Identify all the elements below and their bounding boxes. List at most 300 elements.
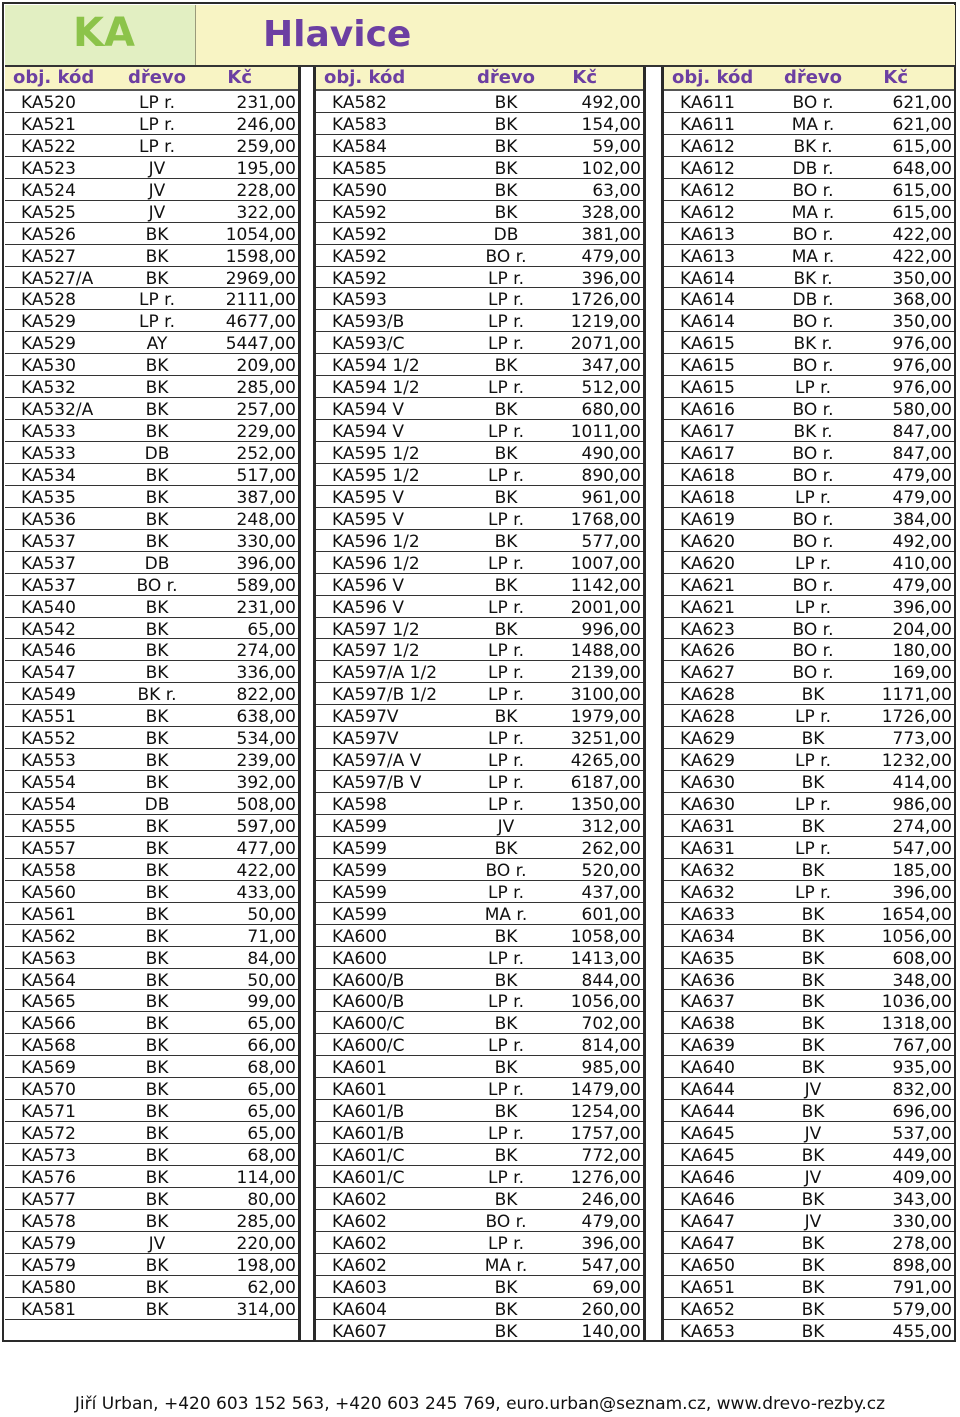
- cell-wood: BK: [494, 1321, 518, 1342]
- table-row: [5, 223, 298, 245]
- cell-wood: BK: [494, 1189, 518, 1210]
- cell-wood: BK: [145, 1146, 169, 1166]
- cell-wood: BK: [145, 531, 169, 552]
- cell-price: 601,00: [581, 904, 641, 925]
- cell-price: 702,00: [581, 1014, 641, 1035]
- cell-wood: BK: [494, 838, 518, 859]
- cell-code: KA603: [332, 1277, 387, 1298]
- table-row: [316, 771, 643, 793]
- cell-wood: BK: [145, 246, 169, 267]
- table-row: [5, 332, 298, 354]
- cell-wood: BK: [801, 1146, 825, 1166]
- cell-wood: BO r.: [792, 531, 834, 552]
- cell-price: 615,00: [892, 136, 952, 157]
- cell-wood: JV: [497, 816, 515, 837]
- cell-code: KA631: [680, 838, 735, 859]
- cell-price: 1488,00: [570, 641, 641, 662]
- table-row: [664, 376, 954, 398]
- table-row: [664, 310, 954, 332]
- cell-price: 392,00: [236, 773, 296, 794]
- cell-wood: BK: [145, 838, 169, 859]
- cell-code: KA590: [332, 180, 387, 201]
- cell-price: 330,00: [236, 531, 296, 552]
- table-row: [664, 903, 954, 925]
- cell-price: 1007,00: [570, 553, 641, 574]
- cell-price: 5447,00: [225, 334, 296, 355]
- cell-price: 1276,00: [570, 1167, 641, 1188]
- cell-price: 579,00: [892, 1299, 952, 1320]
- cell-wood: BK: [494, 356, 518, 377]
- cell-price: 239,00: [236, 751, 296, 772]
- table-row: [316, 727, 643, 749]
- cell-price: 696,00: [892, 1102, 952, 1123]
- cell-wood: BK: [145, 1277, 169, 1298]
- cell-price: 314,00: [236, 1299, 296, 1320]
- cell-price: 322,00: [236, 202, 296, 223]
- cell-price: 396,00: [892, 597, 952, 618]
- cell-wood: BK r.: [793, 268, 833, 289]
- table-row: [316, 837, 643, 859]
- cell-price: 246,00: [581, 1189, 641, 1210]
- cell-code: KA600/B: [332, 992, 405, 1013]
- cell-price: 260,00: [581, 1299, 641, 1320]
- table-row: [5, 135, 298, 157]
- cell-code: KA593/B: [332, 312, 405, 333]
- table-row: [5, 1034, 298, 1056]
- table-row: [316, 705, 643, 727]
- cell-price: 1768,00: [570, 509, 641, 530]
- cell-code: KA528: [21, 290, 76, 311]
- table-row: [316, 1100, 643, 1122]
- cell-wood: LP r.: [139, 114, 175, 135]
- cell-code: KA636: [680, 970, 735, 991]
- table-row: [664, 661, 954, 683]
- table-row: [316, 1232, 643, 1254]
- cell-wood: LP r.: [488, 465, 524, 486]
- cell-code: KA615: [680, 334, 735, 355]
- table-row: [316, 574, 643, 596]
- cell-code: KA618: [680, 487, 735, 508]
- table-row: [5, 859, 298, 881]
- cell-wood: BO r.: [792, 224, 834, 245]
- cell-code: KA600/B: [332, 970, 405, 991]
- cell-price: 996,00: [581, 619, 641, 640]
- table-row: [5, 267, 298, 289]
- table-row: [664, 398, 954, 420]
- table-row: [664, 1144, 954, 1166]
- cell-price: 246,00: [236, 114, 296, 135]
- cell-wood: BK: [494, 114, 518, 135]
- cell-price: 185,00: [892, 860, 952, 881]
- cell-wood: DB: [144, 795, 170, 815]
- table-row: [5, 727, 298, 749]
- cell-code: KA571: [21, 1102, 76, 1123]
- cell-wood: BK: [494, 1277, 518, 1298]
- table-row: [5, 1100, 298, 1122]
- table-row: [316, 1012, 643, 1034]
- table-row: [664, 552, 954, 574]
- table-row: [5, 420, 298, 442]
- cell-wood: LP r.: [488, 312, 524, 333]
- table-row: [664, 354, 954, 376]
- table-row: [5, 288, 298, 310]
- cell-price: 1350,00: [570, 795, 641, 815]
- cell-wood: BK: [801, 1058, 825, 1079]
- cell-wood: BK: [801, 1233, 825, 1254]
- cell-code: KA596 V: [332, 597, 404, 618]
- price-column-2: [316, 67, 643, 1341]
- cell-price: 985,00: [581, 1058, 641, 1079]
- cell-price: 422,00: [236, 860, 296, 881]
- table-row: [664, 530, 954, 552]
- cell-code: KA600: [332, 948, 387, 969]
- table-row: [316, 552, 643, 574]
- cell-code: KA614: [680, 312, 735, 333]
- row-list: [5, 91, 298, 1320]
- cell-price: 248,00: [236, 509, 296, 530]
- table-row: [316, 486, 643, 508]
- table-row: [664, 1166, 954, 1188]
- cell-wood: MA r.: [484, 1255, 528, 1276]
- cell-code: KA583: [332, 114, 387, 135]
- table-row: [664, 420, 954, 442]
- cell-price: 449,00: [892, 1146, 952, 1166]
- cell-code: KA630: [680, 795, 735, 815]
- cell-code: KA558: [21, 860, 76, 881]
- cell-wood: BO r.: [792, 356, 834, 377]
- table-row: [664, 179, 954, 201]
- table-row: [5, 464, 298, 486]
- cell-code: KA617: [680, 422, 735, 443]
- cell-code: KA563: [21, 948, 76, 969]
- cell-price: 50,00: [247, 970, 296, 991]
- cell-wood: BK: [494, 202, 518, 223]
- cell-wood: MA r.: [484, 904, 528, 925]
- cell-price: 492,00: [581, 93, 641, 113]
- cell-code: KA620: [680, 531, 735, 552]
- cell-code: KA549: [21, 685, 76, 706]
- cell-code: KA600: [332, 926, 387, 947]
- cell-price: 1171,00: [881, 685, 952, 706]
- cell-wood: BK: [801, 1321, 825, 1342]
- cell-code: KA595 1/2: [332, 444, 420, 464]
- cell-price: 285,00: [236, 1211, 296, 1232]
- cell-code: KA652: [680, 1299, 735, 1320]
- column-header: [316, 67, 643, 91]
- cell-price: 195,00: [236, 158, 296, 179]
- cell-wood: BK: [801, 970, 825, 991]
- cell-wood: BK: [801, 992, 825, 1013]
- cell-code: KA525: [21, 202, 76, 223]
- cell-price: 409,00: [892, 1167, 952, 1188]
- table-row: [5, 1012, 298, 1034]
- cell-wood: JV: [148, 158, 166, 179]
- cell-code: KA554: [21, 795, 76, 815]
- cell-code: KA594 1/2: [332, 356, 420, 377]
- cell-code: KA600/C: [332, 1014, 405, 1035]
- cell-code: KA600/C: [332, 1036, 405, 1057]
- table-row: [664, 1276, 954, 1298]
- cell-price: 791,00: [892, 1277, 952, 1298]
- table-row: [316, 903, 643, 925]
- cell-price: 479,00: [581, 1211, 641, 1232]
- cell-code: KA611: [680, 93, 735, 113]
- cell-wood: BK: [145, 641, 169, 662]
- cell-code: KA632: [680, 882, 735, 903]
- cell-wood: LP r.: [488, 1167, 524, 1188]
- cell-wood: BK: [145, 773, 169, 794]
- cell-wood: LP r.: [488, 1233, 524, 1254]
- table-row: [664, 596, 954, 618]
- cell-price: 68,00: [247, 1058, 296, 1079]
- table-row: [316, 179, 643, 201]
- cell-price: 204,00: [892, 619, 952, 640]
- cell-price: 259,00: [236, 136, 296, 157]
- cell-wood: BK: [145, 1102, 169, 1123]
- cell-wood: BO r.: [792, 444, 834, 464]
- table-row: [316, 267, 643, 289]
- cell-code: KA568: [21, 1036, 76, 1057]
- cell-price: 455,00: [892, 1321, 952, 1342]
- table-row: [664, 288, 954, 310]
- column-divider: [298, 67, 301, 1342]
- cell-wood: LP r.: [488, 882, 524, 903]
- cell-price: 1232,00: [881, 751, 952, 772]
- cell-wood: BK: [145, 1167, 169, 1188]
- cell-code: KA611: [680, 114, 735, 135]
- header-price: Kč: [883, 67, 908, 88]
- cell-code: KA602: [332, 1255, 387, 1276]
- cell-price: 69,00: [592, 1277, 641, 1298]
- table-row: [316, 1276, 643, 1298]
- cell-price: 479,00: [581, 246, 641, 267]
- cell-wood: BK: [494, 93, 518, 113]
- table-row: [5, 683, 298, 705]
- cell-code: KA615: [680, 378, 735, 399]
- cell-code: KA522: [21, 136, 76, 157]
- cell-price: 648,00: [892, 158, 952, 179]
- cell-code: KA631: [680, 816, 735, 837]
- table-row: [316, 793, 643, 815]
- table-row: [664, 859, 954, 881]
- cell-wood: BK: [145, 224, 169, 245]
- table-row: [316, 859, 643, 881]
- table-row: [5, 1078, 298, 1100]
- cell-wood: BK: [145, 663, 169, 684]
- cell-wood: BK: [145, 816, 169, 837]
- cell-price: 229,00: [236, 422, 296, 443]
- table-row: [316, 508, 643, 530]
- table-row: [664, 464, 954, 486]
- cell-price: 1054,00: [225, 224, 296, 245]
- cell-price: 68,00: [247, 1146, 296, 1166]
- cell-price: 65,00: [247, 1124, 296, 1145]
- cell-code: KA551: [21, 707, 76, 728]
- cell-wood: BK: [494, 444, 518, 464]
- cell-wood: LP r.: [795, 597, 831, 618]
- table-row: [664, 618, 954, 640]
- cell-wood: BK: [801, 1036, 825, 1057]
- cell-price: 508,00: [236, 795, 296, 815]
- cell-price: 976,00: [892, 356, 952, 377]
- page-title: Hlavice: [263, 14, 412, 55]
- cell-code: KA629: [680, 751, 735, 772]
- cell-wood: AY: [146, 334, 168, 355]
- table-row: [316, 618, 643, 640]
- cell-wood: BK: [145, 751, 169, 772]
- table-row: [316, 990, 643, 1012]
- table-row: [316, 815, 643, 837]
- table-row: [664, 508, 954, 530]
- cell-wood: BK: [494, 1102, 518, 1123]
- cell-code: KA612: [680, 136, 735, 157]
- contact-footer: Jiří Urban, +420 603 152 563, +420 603 245 769, euro.urban@seznam.cz, www.drevo-rezby.cz: [74, 1394, 886, 1414]
- cell-wood: BK: [494, 1299, 518, 1320]
- cell-price: 102,00: [581, 158, 641, 179]
- cell-code: KA527/A: [21, 268, 94, 289]
- header-wood: dřevo: [783, 67, 843, 88]
- cell-wood: LP r.: [488, 795, 524, 815]
- cell-code: KA645: [680, 1146, 735, 1166]
- table-row: [316, 91, 643, 113]
- cell-code: KA601/C: [332, 1146, 405, 1166]
- cell-code: KA566: [21, 1014, 76, 1035]
- cell-price: 608,00: [892, 948, 952, 969]
- table-row: [316, 442, 643, 464]
- cell-price: 589,00: [236, 575, 296, 596]
- cell-price: 63,00: [592, 180, 641, 201]
- table-row: [5, 881, 298, 903]
- cell-price: 479,00: [892, 487, 952, 508]
- cell-code: KA579: [21, 1233, 76, 1254]
- cell-code: KA537: [21, 553, 76, 574]
- table-row: [316, 1056, 643, 1078]
- table-row: [5, 1188, 298, 1210]
- cell-wood: BK: [145, 1014, 169, 1035]
- cell-price: 410,00: [892, 553, 952, 574]
- cell-price: 477,00: [236, 838, 296, 859]
- table-row: [5, 1254, 298, 1276]
- cell-code: KA612: [680, 180, 735, 201]
- cell-price: 492,00: [892, 531, 952, 552]
- cell-price: 59,00: [592, 136, 641, 157]
- cell-price: 343,00: [892, 1189, 952, 1210]
- cell-code: KA546: [21, 641, 76, 662]
- cell-code: KA524: [21, 180, 76, 201]
- cell-code: KA593/C: [332, 334, 405, 355]
- cell-wood: BO r.: [792, 465, 834, 486]
- cell-price: 65,00: [247, 1080, 296, 1101]
- cell-wood: BK: [145, 597, 169, 618]
- table-row: [316, 1320, 643, 1342]
- table-row: [664, 442, 954, 464]
- table-row: [664, 1298, 954, 1320]
- cell-wood: BK: [145, 465, 169, 486]
- cell-wood: BK: [801, 926, 825, 947]
- cell-price: 961,00: [581, 487, 641, 508]
- table-row: [664, 727, 954, 749]
- price-column-3: [664, 67, 954, 1341]
- cell-code: KA640: [680, 1058, 735, 1079]
- cell-code: KA615: [680, 356, 735, 377]
- cell-code: KA582: [332, 93, 387, 113]
- cell-code: KA576: [21, 1167, 76, 1188]
- cell-code: KA599: [332, 838, 387, 859]
- cell-wood: BK: [145, 707, 169, 728]
- cell-wood: LP r.: [795, 751, 831, 772]
- cell-code: KA547: [21, 663, 76, 684]
- cell-code: KA532: [21, 378, 76, 399]
- cell-code: KA596 1/2: [332, 553, 420, 574]
- cell-code: KA628: [680, 707, 735, 728]
- cell-price: 330,00: [892, 1211, 952, 1232]
- cell-code: KA555: [21, 816, 76, 837]
- table-row: [316, 135, 643, 157]
- cell-code: KA592: [332, 224, 387, 245]
- table-row: [5, 771, 298, 793]
- cell-code: KA553: [21, 751, 76, 772]
- table-row: [5, 376, 298, 398]
- cell-wood: BK: [494, 531, 518, 552]
- cell-price: 396,00: [581, 1233, 641, 1254]
- table-row: [5, 508, 298, 530]
- cell-code: KA595 1/2: [332, 465, 420, 486]
- cell-wood: BK: [145, 1211, 169, 1232]
- cell-code: KA530: [21, 356, 76, 377]
- cell-wood: BO r.: [792, 619, 834, 640]
- cell-price: 986,00: [892, 795, 952, 815]
- cell-code: KA599: [332, 816, 387, 837]
- cell-price: 99,00: [247, 992, 296, 1013]
- cell-price: 387,00: [236, 487, 296, 508]
- cell-code: KA592: [332, 246, 387, 267]
- table-row: [5, 1276, 298, 1298]
- cell-code: KA645: [680, 1124, 735, 1145]
- column-header: [664, 67, 954, 91]
- table-row: [664, 1122, 954, 1144]
- table-row: [5, 1298, 298, 1320]
- cell-code: KA565: [21, 992, 76, 1013]
- table-row: [316, 639, 643, 661]
- header-wood: dřevo: [476, 67, 536, 88]
- table-row: [316, 332, 643, 354]
- cell-code: KA650: [680, 1255, 735, 1276]
- cell-wood: BK r.: [793, 422, 833, 443]
- cell-code: KA597/A 1/2: [332, 663, 438, 684]
- cell-code: KA613: [680, 224, 735, 245]
- cell-wood: JV: [804, 1080, 822, 1101]
- cell-price: 479,00: [892, 465, 952, 486]
- cell-price: 534,00: [236, 729, 296, 750]
- cell-wood: BK: [801, 1189, 825, 1210]
- cell-price: 2001,00: [570, 597, 641, 618]
- cell-price: 935,00: [892, 1058, 952, 1079]
- cell-price: 384,00: [892, 509, 952, 530]
- table-row: [5, 925, 298, 947]
- cell-wood: BK: [145, 860, 169, 881]
- table-row: [5, 1210, 298, 1232]
- cell-price: 252,00: [236, 444, 296, 464]
- table-row: [5, 201, 298, 223]
- cell-price: 2111,00: [225, 290, 296, 311]
- cell-code: KA621: [680, 597, 735, 618]
- cell-code: KA601: [332, 1058, 387, 1079]
- cell-price: 976,00: [892, 378, 952, 399]
- cell-wood: BO r.: [792, 93, 834, 113]
- cell-price: 767,00: [892, 1036, 952, 1057]
- cell-code: KA613: [680, 246, 735, 267]
- cell-wood: BO r.: [485, 246, 527, 267]
